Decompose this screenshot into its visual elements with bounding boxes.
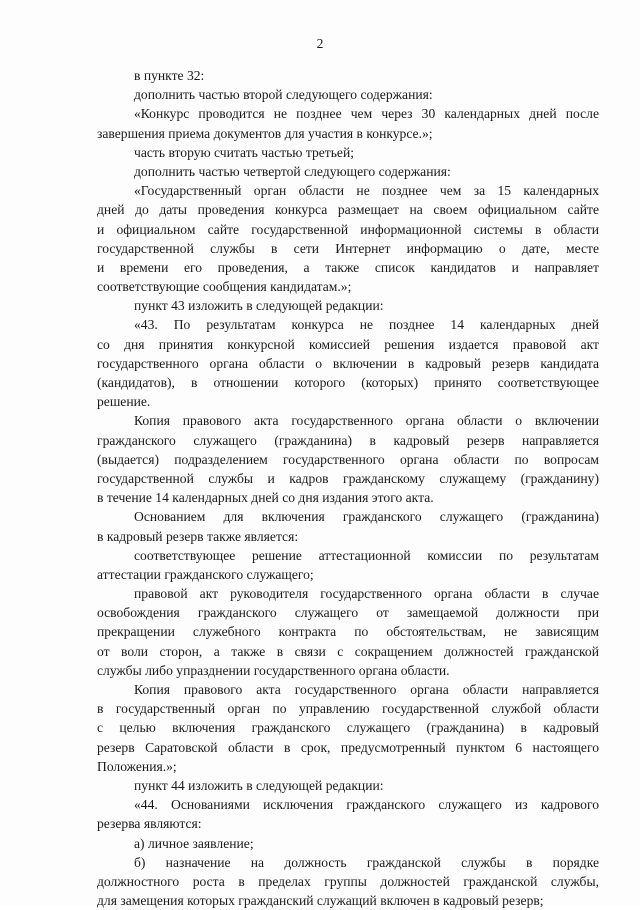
- text-line: соответствующие сообщения кандидатам.»;: [97, 279, 352, 295]
- paragraph: [97, 853, 599, 910]
- paragraph: [97, 143, 599, 162]
- text-line: освобождения гражданского служащего от замещаемой должности при: [97, 605, 599, 621]
- text-line: (выдается) подразделением государственного органа области по вопросам: [97, 451, 599, 467]
- text-line: прекращении служебного контракта по обстоятельствам, не зависящим: [97, 624, 599, 640]
- paragraph: [97, 680, 599, 776]
- paragraph: [97, 296, 599, 315]
- paragraph: [97, 776, 599, 795]
- text-line: с целью включения гражданского служащего (гражданина) в кадровый: [97, 720, 599, 736]
- text-line: резерв Саратовской области в срок, предусмотренный пунктом 6 настоящего: [97, 739, 599, 755]
- text-line: «Конкурс проводится не позднее чем через 30 календарных дней после: [134, 106, 599, 122]
- text-line: дней до даты проведения конкурса размещает на своем официальном сайте: [97, 202, 599, 218]
- paragraph: [97, 411, 599, 507]
- text-line: со дня принятия конкурсной комиссией решения издается правовой акт: [97, 336, 599, 352]
- paragraph: [97, 834, 599, 853]
- paragraph: [97, 546, 599, 584]
- page-number: 2: [316, 36, 324, 51]
- text-line: аттестации гражданского служащего;: [97, 566, 314, 582]
- text-line: должностного роста в пределах группы должностей гражданской службы,: [97, 873, 599, 889]
- text-line: Копия правового акта государственного органа области направляется: [134, 682, 599, 697]
- text-line: Копия правового акта государственного органа области о включении: [134, 413, 599, 429]
- text-line: государственного органа области о включении в кадровый резерв кандидата: [97, 355, 599, 371]
- text-line: б) назначение на должность гражданской службы в порядке: [134, 854, 599, 870]
- text-line: дополнить частью четвертой следующего содержания:: [134, 163, 451, 179]
- text-line: гражданского служащего (гражданина) в кадровый резерв направляется: [97, 432, 599, 448]
- text-line: «Государственный орган области не позднее чем за 15 календарных: [134, 183, 599, 199]
- paragraph: [97, 66, 599, 85]
- text-line: от воли сторон, а также в связи с сокращением должностей гражданской: [97, 643, 599, 659]
- text-line: в кадровый резерв также является:: [97, 528, 299, 544]
- text-line: резерва являются:: [97, 816, 202, 832]
- paragraph: [97, 162, 599, 181]
- text-line: Положения.»;: [97, 758, 177, 774]
- text-line: в государственный орган по управлению государственной службой области: [97, 701, 599, 717]
- text-line: государственной службы и кадров гражданскому служащему (гражданину): [97, 470, 599, 486]
- text-line: часть вторую считать частью третьей;: [134, 144, 355, 160]
- text-line: завершения приема документов для участия в конкурсе.»;: [97, 125, 433, 141]
- paragraph: [97, 507, 599, 545]
- text-line: дополнить частью второй следующего содержания:: [134, 87, 433, 103]
- text-line: пункт 44 изложить в следующей редакции:: [134, 777, 384, 793]
- text-line: решение.: [97, 394, 151, 410]
- text-line: «43. По результатам конкурса не позднее 14 календарных дней: [134, 317, 599, 333]
- text-line: для замещения которых гражданский служащий включен в кадровый резерв;: [97, 893, 544, 909]
- paragraph: [97, 795, 599, 833]
- text-line: правовой акт руководителя государственного органа области в случае: [134, 586, 599, 602]
- text-line: Основанием для включения гражданского служащего (гражданина): [134, 509, 599, 525]
- text-line: а) личное заявление;: [134, 835, 254, 851]
- paragraph: [97, 85, 599, 104]
- text-line: и официальном сайте государственной информационной системы в области: [97, 221, 599, 237]
- paragraph: [97, 315, 599, 411]
- paragraph: [97, 584, 599, 680]
- text-line: государственной службы в сети Интернет информацию о дате, месте: [97, 240, 599, 256]
- text-line: службы либо упразднении государственного органа области.: [97, 662, 450, 678]
- text-line: в пункте 32:: [134, 68, 205, 83]
- text-line: и времени его проведения, а также список кандидатов и направляет: [97, 259, 599, 275]
- paragraph: [97, 104, 599, 142]
- text-line: в течение 14 календарных дней со дня издания этого акта.: [97, 490, 434, 506]
- document-body: [97, 66, 599, 910]
- text-line: соответствующее решение аттестационной комиссии по результатам: [134, 547, 599, 563]
- paragraph: [97, 181, 599, 296]
- text-line: (кандидатов), в отношении которого (которых) принято соответствующее: [97, 375, 599, 390]
- text-line: пункт 43 изложить в следующей редакции:: [134, 298, 384, 314]
- text-line: «44. Основаниями исключения гражданского служащего из кадрового: [134, 797, 599, 813]
